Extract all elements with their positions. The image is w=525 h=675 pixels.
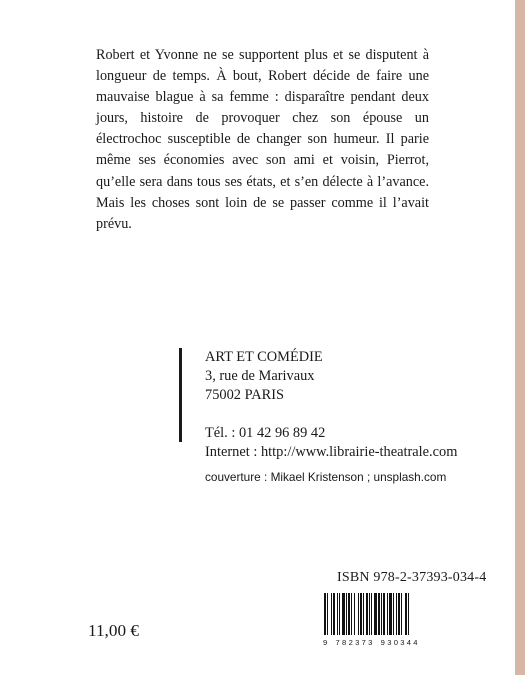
- publisher-city: 75002 PARIS: [205, 387, 285, 403]
- isbn-number: ISBN 978-2-37393-034-4: [337, 570, 487, 585]
- barcode: [323, 593, 433, 635]
- barcode-digits: [323, 638, 435, 647]
- price: 11,00 €: [88, 621, 139, 640]
- barcode-lead-digit: 9: [323, 638, 330, 647]
- cover-credit: couverture : Mikael Kristenson ; unsplash.com: [205, 470, 447, 484]
- back-cover-blurb: Robert et Yvonne ne se supportent plus et se disputent à longueur de temps. À bout, Robert décide de faire une mauvaise blague à sa femme : disparaître pendant deux jours, histoire de provoquer chez son épouse un électrochoc susceptible de changer son humeur. Il parie même ses économies avec son ami et voisin, Pierrot, qu’elle sera dans tous ses états, et s’en délecte à l’avance. Mais les choses sont loin de se passer comme il l’avait prévu.: [96, 47, 429, 232]
- publisher-name: ART ET COMÉDIE: [205, 349, 323, 365]
- spine-color-strip: [515, 0, 525, 675]
- barcode-right-group: 930344: [380, 638, 420, 647]
- publisher-accent-bar: [179, 348, 182, 442]
- publisher-phone: Tél. : 01 42 96 89 42: [205, 425, 326, 441]
- barcode-bars: [323, 593, 433, 635]
- publisher-street: 3, rue de Marivaux: [205, 368, 315, 384]
- publisher-website: Internet : http://www.librairie-theatrale.com: [205, 444, 458, 460]
- barcode-left-group: 782373: [335, 638, 375, 647]
